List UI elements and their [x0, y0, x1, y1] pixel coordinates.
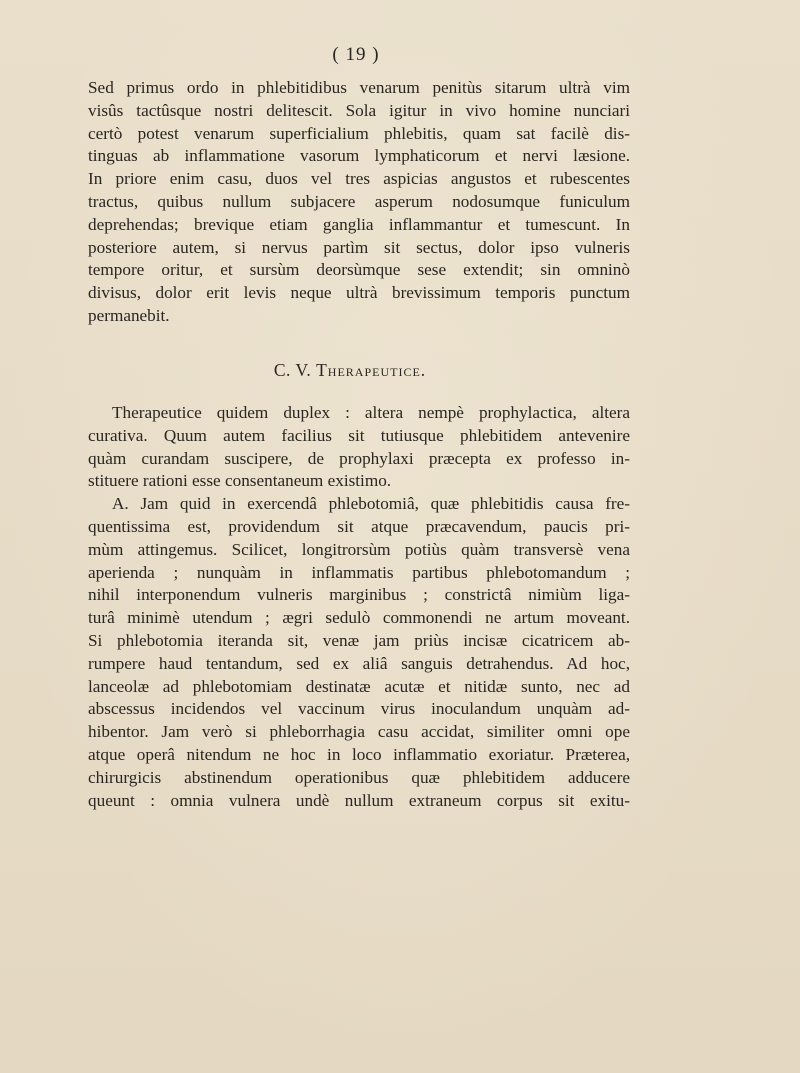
section-title: Therapeutice. — [316, 360, 427, 380]
paragraph-phlebotomia — [88, 493, 630, 812]
therapeutice-body — [88, 402, 630, 812]
text-line: tinguas ab inflammatione vasorum lymphaticorum et nervi læsione. — [88, 146, 630, 166]
text-line: certò potest venarum superficialium phlebitis, quam sat facilè dis- — [88, 123, 630, 143]
section-numeral: C. V. — [273, 360, 312, 380]
paragraph-diagnosis — [88, 77, 630, 328]
text-line: posteriore autem, si nervus partìm sit sectus, dolor ipso vulneris — [88, 237, 630, 257]
text-line: atque operâ nitendum ne hoc in loco inflammatio exoriatur. Præterea, — [88, 744, 630, 764]
text-line: deprehendas; brevique etiam ganglia inflammantur et tumescunt. In — [88, 214, 630, 234]
text-line: divisus, dolor erit levis neque ultrà brevissimum temporis punctum — [88, 283, 630, 303]
page-number: ( 19 ) — [332, 44, 380, 65]
text-line: Therapeutice quidem duplex : altera nempè prophylactica, altera — [112, 403, 630, 422]
text-line: nihil interponendum vulneris marginibus ; constrictâ nimiùm liga- — [88, 585, 630, 605]
text-line: quentissima est, providendum sit atque præcavendum, paucis pri- — [88, 516, 630, 536]
text-line: permanebit. — [88, 305, 170, 325]
text-line: hibentor. Jam verò si phleborrhagia casu accidat, similiter omni ope — [88, 722, 630, 742]
text-line: In priore enim casu, duos vel tres aspicias angustos et rubescentes — [88, 169, 630, 189]
section-heading — [0, 360, 700, 381]
paragraph-therapeutice — [88, 402, 630, 493]
text-line: aperienda ; nunquàm in inflammatis partibus phlebotomandum ; — [88, 562, 630, 582]
text-line: stituere rationi esse consentaneum existimo. — [88, 471, 392, 491]
text-line: mùm attingemus. Scilicet, longitrorsùm potiùs quàm transversè vena — [88, 539, 630, 559]
text-line: rumpere haud tentandum, sed ex aliâ sanguis detrahendus. Ad hoc, — [88, 653, 630, 673]
text-line: chirurgicis abstinendum operationibus quæ phlebitidem adducere — [88, 767, 630, 787]
text-line: visûs tactûsque nostri delitescit. Sola igitur in vivo homine nunciari — [88, 100, 630, 120]
text-line: Sed primus ordo in phlebitidibus venarum penitùs sitarum ultrà vim — [88, 78, 630, 97]
text-line: abscessus incidendos vel vaccinum virus inoculandum unquàm ad- — [88, 699, 630, 719]
text-line: tempore oritur, et sursùm deorsùmque sese extendit; sin omninò — [88, 260, 630, 280]
text-line: curativa. Quum autem facilius sit tutiusque phlebitidem antevenire — [88, 425, 630, 445]
text-line: turâ minimè utendum ; ægri sedulò commonendi ne artum moveant. — [88, 608, 630, 628]
text-line: lanceolæ ad phlebotomiam destinatæ acutæ et nitidæ sunto, nec ad — [88, 676, 630, 696]
text-line: tractus, quibus nullum subjacere asperum nodosumque funiculum — [88, 191, 630, 211]
text-line: queunt : omnia vulnera undè nullum extraneum corpus sit exitu- — [88, 790, 630, 810]
text-line: Si phlebotomia iteranda sit, venæ jam priùs incisæ cicatricem ab- — [88, 630, 630, 650]
text-line: A. Jam quid in exercendâ phlebotomiâ, quæ phlebitidis causa fre- — [112, 494, 630, 514]
text-line: quàm curandam suscipere, de prophylaxi præcepta ex professo in- — [88, 448, 630, 468]
